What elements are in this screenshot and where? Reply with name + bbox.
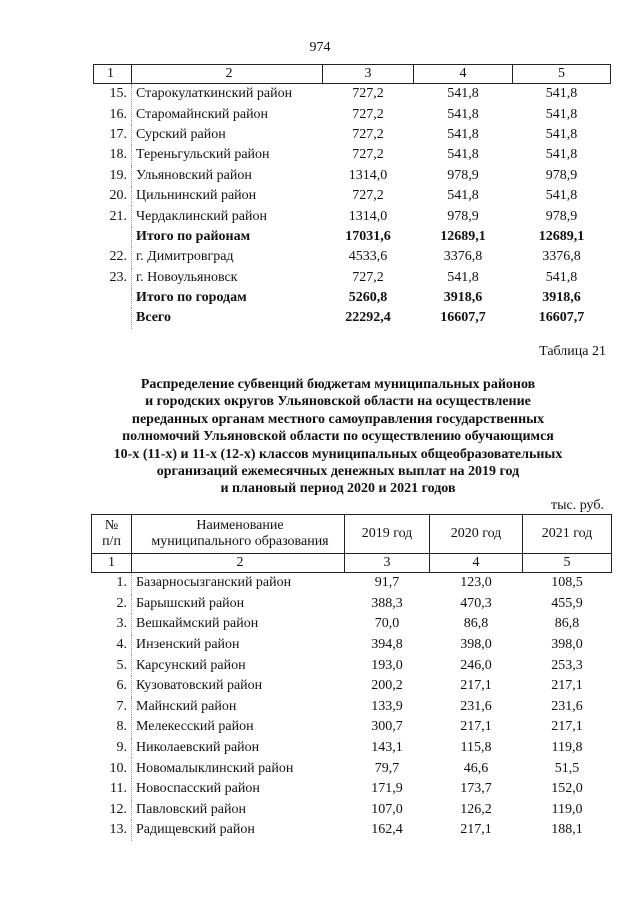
row-name: Сурский район: [132, 125, 323, 145]
table-row: [92, 738, 612, 759]
table-row: [94, 84, 611, 105]
row-value-2020: 541,8: [447, 86, 479, 102]
row-value-2019: 727,2: [352, 126, 384, 142]
row-number: [94, 308, 132, 328]
row-value-2019: 4533,6: [348, 249, 388, 265]
subsidy-distribution-table: [91, 514, 612, 841]
header-number-line1: №: [104, 518, 119, 533]
row-value-2021: 119,8: [551, 740, 583, 756]
heading-line: полномочий Ульяновской области по осуществлению обучающимся: [122, 429, 554, 445]
table-heading: [60, 376, 616, 498]
row-value-2021: 231,6: [551, 698, 583, 714]
row-value-2019: 727,2: [352, 147, 384, 163]
row-number: 8.: [116, 719, 127, 735]
row-value-2021: 541,8: [545, 147, 578, 163]
row-value-2019: 388,3: [371, 595, 403, 611]
row-value-2021: 51,5: [554, 760, 580, 776]
row-value-2021: 3376,8: [542, 249, 581, 265]
row-value-2019: 70,0: [374, 616, 400, 632]
row-number: 23.: [109, 269, 127, 285]
row-name: Кузоватовский район: [132, 676, 345, 697]
row-value-2019: 193,0: [371, 657, 403, 673]
row-name: Старокулаткинский район: [132, 84, 323, 105]
row-name: Чердаклинский район: [132, 206, 323, 226]
table-row: [94, 125, 611, 145]
row-name: Барышский район: [132, 594, 345, 615]
row-number: 18.: [109, 147, 127, 163]
heading-line: организаций ежемесячных денежных выплат на 2019 год: [156, 464, 520, 480]
row-number: 21.: [109, 208, 127, 224]
row-value-2021: 217,1: [551, 678, 583, 694]
row-value-2019: 143,1: [371, 740, 403, 756]
table-row: [92, 800, 612, 821]
row-name: Радищевский район: [132, 820, 345, 841]
row-value-2019: 79,7: [374, 760, 400, 776]
row-value-2019: 133,9: [371, 698, 403, 714]
row-name: Мелекесский район: [132, 717, 345, 738]
heading-line: и плановый период 2020 и 2021 годов: [220, 481, 456, 497]
row-name: Павловский район: [132, 800, 345, 821]
row-value-2021: 541,8: [545, 86, 578, 102]
row-value-2021: 541,8: [545, 269, 578, 285]
row-value-2019: 300,7: [371, 719, 403, 735]
column-number-row: [94, 65, 611, 84]
table-header-row: [92, 515, 612, 554]
row-value-2020: 217,1: [460, 678, 492, 694]
row-number: 3.: [116, 616, 127, 632]
row-value-2020: 470,3: [460, 595, 492, 611]
table-row: [94, 166, 611, 186]
col-number-cell: 1: [92, 554, 132, 573]
header-name: [132, 515, 345, 554]
continued-allocation-table: [93, 64, 611, 329]
row-value-2019: 22292,4: [345, 310, 391, 326]
row-value-2019: 727,2: [352, 188, 384, 204]
row-value-2019: 727,2: [352, 106, 384, 122]
row-value-2021: 108,5: [551, 575, 583, 591]
row-number: 15.: [109, 86, 127, 102]
row-value-2019: 162,4: [371, 822, 403, 838]
row-value-2019: 91,7: [374, 575, 400, 591]
row-value-2020: 126,2: [460, 801, 492, 817]
row-value-2020: 12689,1: [440, 228, 486, 244]
row-value-2020: 246,0: [460, 657, 492, 673]
header-name-line1: Наименование: [196, 518, 284, 533]
total-row: [94, 227, 611, 247]
row-number: 5.: [116, 657, 127, 673]
row-value-2020: 3918,6: [443, 290, 483, 306]
row-value-2021: 12689,1: [538, 228, 585, 244]
heading-line: Распределение субвенций бюджетам муниципальных районов: [140, 377, 536, 392]
units-label: тыс. руб.: [551, 498, 604, 513]
row-number: 19.: [109, 167, 127, 183]
row-value-2021: 541,8: [545, 126, 578, 142]
row-value-2019: 727,2: [352, 269, 384, 285]
row-value-2021: 455,9: [551, 595, 583, 611]
table-row: [92, 758, 612, 779]
table-row: [92, 573, 612, 594]
row-number: 17.: [109, 126, 127, 142]
table-row: [94, 268, 611, 288]
row-name: Карсунский район: [132, 655, 345, 676]
row-value-2019: 107,0: [371, 801, 403, 817]
row-value-2021: 16607,7: [538, 310, 585, 326]
table-row: [92, 594, 612, 615]
col-number-cell: 3: [345, 554, 430, 573]
page-number: 974: [309, 40, 331, 55]
col-number-cell: 3: [323, 65, 414, 84]
row-name: Итого по районам: [132, 227, 323, 247]
row-number: 20.: [109, 188, 127, 204]
row-name: г. Новоульяновск: [132, 268, 323, 288]
row-name: г. Димитровград: [132, 247, 323, 267]
heading-line: 10-х (11-х) и 11-х (12-х) классов муниципальных общеобразовательных: [113, 446, 563, 462]
col-number-cell: 1: [94, 65, 132, 84]
row-value-2019: 727,2: [352, 86, 384, 102]
row-number: 16.: [109, 106, 127, 122]
row-value-2020: 541,8: [447, 126, 479, 142]
row-number: [94, 288, 132, 308]
table-row: [92, 697, 612, 718]
header-name-line2: муниципального образования: [151, 534, 329, 549]
row-number: 12.: [109, 801, 127, 817]
header-year-2019: 2019 год: [345, 515, 430, 554]
row-value-2021: 188,1: [551, 822, 583, 838]
row-value-2020: 173,7: [460, 781, 492, 797]
row-name: Всего: [132, 308, 323, 328]
row-number: 7.: [116, 698, 127, 714]
table-row: [92, 655, 612, 676]
row-value-2020: 541,8: [447, 188, 479, 204]
total-row: [94, 308, 611, 328]
table-row: [94, 145, 611, 165]
row-number: 22.: [109, 249, 127, 265]
header-year-2021: 2021 год: [523, 515, 612, 554]
row-name: Новоспасский район: [132, 779, 345, 800]
table-caption: Таблица 21: [539, 344, 606, 359]
row-number: 10.: [109, 760, 127, 776]
row-value-2021: 978,9: [545, 208, 578, 224]
total-row: [94, 288, 611, 308]
column-number-row: [92, 554, 612, 573]
row-name: Николаевский район: [132, 738, 345, 759]
table-row: [92, 614, 612, 635]
row-name: Вешкаймский район: [132, 614, 345, 635]
table-row: [92, 717, 612, 738]
row-value-2020: 3376,8: [443, 249, 483, 265]
row-name: Тереньгульский район: [132, 145, 323, 165]
row-name: Итого по городам: [132, 288, 323, 308]
header-number: [92, 515, 132, 554]
row-name: Цильнинский район: [132, 186, 323, 206]
row-value-2020: 978,9: [447, 208, 479, 224]
row-value-2021: 978,9: [545, 167, 578, 183]
row-value-2021: 86,8: [554, 616, 580, 632]
row-value-2020: 541,8: [447, 147, 479, 163]
col-number-cell: 4: [430, 554, 523, 573]
row-number: 11.: [110, 781, 127, 797]
row-value-2019: 1314,0: [348, 208, 388, 224]
header-year-2020: 2020 год: [430, 515, 523, 554]
row-name: Ульяновский район: [132, 166, 323, 186]
row-name: Новомалыклинский район: [132, 758, 345, 779]
row-value-2021: 541,8: [545, 106, 578, 122]
row-value-2020: 541,8: [447, 269, 479, 285]
row-value-2020: 86,8: [463, 616, 489, 632]
row-value-2020: 978,9: [447, 167, 479, 183]
row-value-2020: 398,0: [460, 637, 492, 653]
table-row: [94, 186, 611, 206]
row-name: Старомайнский район: [132, 104, 323, 124]
row-value-2020: 217,1: [460, 822, 492, 838]
row-number: 1.: [116, 575, 127, 591]
row-value-2019: 1314,0: [348, 167, 388, 183]
col-number-cell: 5: [513, 65, 611, 84]
row-value-2020: 231,6: [460, 698, 492, 714]
row-value-2020: 115,8: [460, 740, 492, 756]
row-value-2020: 217,1: [460, 719, 492, 735]
row-value-2019: 171,9: [371, 781, 403, 797]
table-row: [94, 206, 611, 226]
row-value-2021: 217,1: [551, 719, 583, 735]
table-row: [92, 676, 612, 697]
table-row: [94, 104, 611, 124]
row-value-2021: 398,0: [551, 637, 583, 653]
row-number: 4.: [116, 637, 127, 653]
col-number-cell: 2: [132, 65, 323, 84]
row-name: Инзенский район: [132, 635, 345, 656]
row-value-2020: 541,8: [447, 106, 479, 122]
row-number: 9.: [116, 740, 127, 756]
col-number-cell: 5: [523, 554, 612, 573]
row-value-2019: 5260,8: [348, 290, 388, 306]
row-value-2019: 394,8: [371, 637, 403, 653]
row-value-2020: 16607,7: [440, 310, 486, 326]
row-value-2020: 123,0: [460, 575, 492, 591]
row-value-2021: 253,3: [551, 657, 583, 673]
row-value-2021: 152,0: [551, 781, 583, 797]
header-number-line2: п/п: [102, 534, 121, 549]
table-row: [92, 635, 612, 656]
row-value-2021: 3918,6: [542, 290, 581, 306]
row-name: Базарносызганский район: [132, 573, 345, 594]
table-row: [94, 247, 611, 267]
heading-line: и городских округов Ульяновской области на осуществление: [145, 394, 531, 410]
row-number: 6.: [116, 678, 127, 694]
row-value-2021: 541,8: [545, 188, 578, 204]
col-number-cell: 2: [132, 554, 345, 573]
row-value-2021: 119,0: [551, 801, 583, 817]
row-number: [94, 227, 132, 247]
row-value-2020: 46,6: [463, 760, 489, 776]
heading-line: переданных органам местного самоуправления государственных: [131, 411, 545, 427]
row-value-2019: 17031,6: [345, 228, 391, 244]
table-row: [92, 820, 612, 841]
row-number: 2.: [116, 595, 127, 611]
row-number: 13.: [109, 822, 127, 838]
table-row: [92, 779, 612, 800]
col-number-cell: 4: [414, 65, 513, 84]
row-name: Майнский район: [132, 697, 345, 718]
row-value-2019: 200,2: [371, 678, 403, 694]
